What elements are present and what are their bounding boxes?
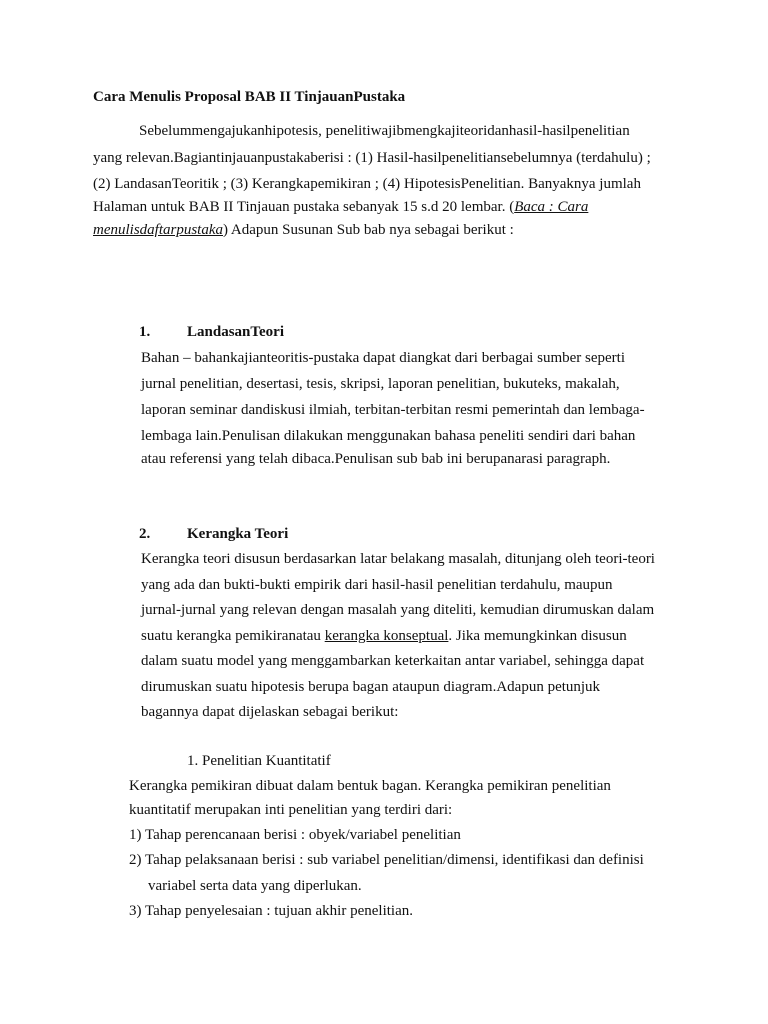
sub1-line: 3) Tahap penyelesaian : tujuan akhir penelitian.: [129, 903, 413, 919]
section1-line: Bahan – bahankajianteoritis-pustaka dapat diangkat dari berbagai sumber seperti: [141, 350, 625, 366]
intro-line: [93, 199, 588, 216]
subsection-heading-kuantitatif: 1. Penelitian Kuantitatif: [187, 753, 331, 769]
section-heading-kerangka-teori: Kerangka Teori: [187, 526, 289, 542]
daftar-pustaka-link[interactable]: menulisdaftarpustaka: [93, 222, 223, 238]
section-heading-landasan-teori: LandasanTeori: [187, 324, 284, 340]
kerangka-konseptual-link[interactable]: kerangka konseptual: [324, 628, 449, 644]
intro-line: (2) LandasanTeoritik ; (3) Kerangkapemikiran ; (4) HipotesisPenelitian. Banyaknya jumlah: [93, 176, 641, 192]
section1-line: laporan seminar dandiskusi ilmiah, terbitan-terbitan resmi pemerintah dan lembaga-: [141, 402, 645, 418]
section2-text: suatu kerangka pemikiranatau: [141, 628, 325, 644]
sub1-line: Kerangka pemikiran dibuat dalam bentuk bagan. Kerangka pemikiran penelitian: [129, 778, 611, 794]
section2-line: bagannya dapat dijelaskan sebagai berikut:: [141, 704, 399, 720]
section2-line: dirumuskan suatu hipotesis berupa bagan ataupun diagram.Adapun petunjuk: [141, 679, 601, 695]
section1-line: lembaga lain.Penulisan dilakukan menggunakan bahasa peneliti sendiri dari bahan: [141, 428, 636, 444]
sub1-line: 2) Tahap pelaksanaan berisi : sub variabel penelitian/dimensi, identifikasi dan definisi: [129, 852, 644, 868]
sub1-line: kuantitatif merupakan inti penelitian yang terdiri dari:: [129, 802, 453, 818]
section1-line: atau referensi yang telah dibaca.Penulisan sub bab ini berupanarasi paragraph.: [141, 451, 611, 467]
section2-line: Kerangka teori disusun berdasarkan latar belakang masalah, ditunjang oleh teori-teori: [141, 551, 655, 567]
sub1-line: 1) Tahap perencanaan berisi : obyek/variabel penelitian: [129, 827, 461, 843]
section1-line: jurnal penelitian, desertasi, tesis, skripsi, laporan penelitian, bukuteks, makalah,: [141, 376, 620, 392]
section-number: 1.: [139, 324, 151, 340]
intro-text: ) Adapun Susunan Sub bab nya sebagai berikut :: [223, 222, 514, 238]
section2-text: . Jika memungkinkan disusun: [448, 628, 627, 644]
intro-line: yang relevan.Bagiantinjauanpustakaberisi : (1) Hasil-hasilpenelitiansebelumnya (terdahulu) ;: [93, 150, 651, 166]
section2-line: [141, 628, 627, 645]
section2-line: dalam suatu model yang menggambarkan keterkaitan antar variabel, sehingga dapat: [141, 653, 645, 669]
section2-line: jurnal-jurnal yang relevan dengan masalah yang diteliti, kemudian dirumuskan dalam: [141, 602, 655, 618]
page-title: Cara Menulis Proposal BAB II TinjauanPustaka: [93, 89, 406, 105]
section-number: 2.: [139, 526, 151, 542]
intro-line: [93, 222, 514, 239]
intro-text: Halaman untuk BAB II Tinjauan pustaka sebanyak 15 s.d 20 lembar. (: [93, 199, 515, 215]
sub1-line: variabel serta data yang diperlukan.: [148, 878, 362, 894]
intro-line: Sebelummengajukanhipotesis, penelitiwajibmengkajiteoridanhasil-hasilpenelitian: [139, 123, 630, 139]
section2-line: yang ada dan bukti-bukti empirik dari hasil-hasil penelitian terdahulu, maupun: [141, 577, 613, 593]
baca-cara-link[interactable]: Baca : Cara: [514, 199, 589, 215]
